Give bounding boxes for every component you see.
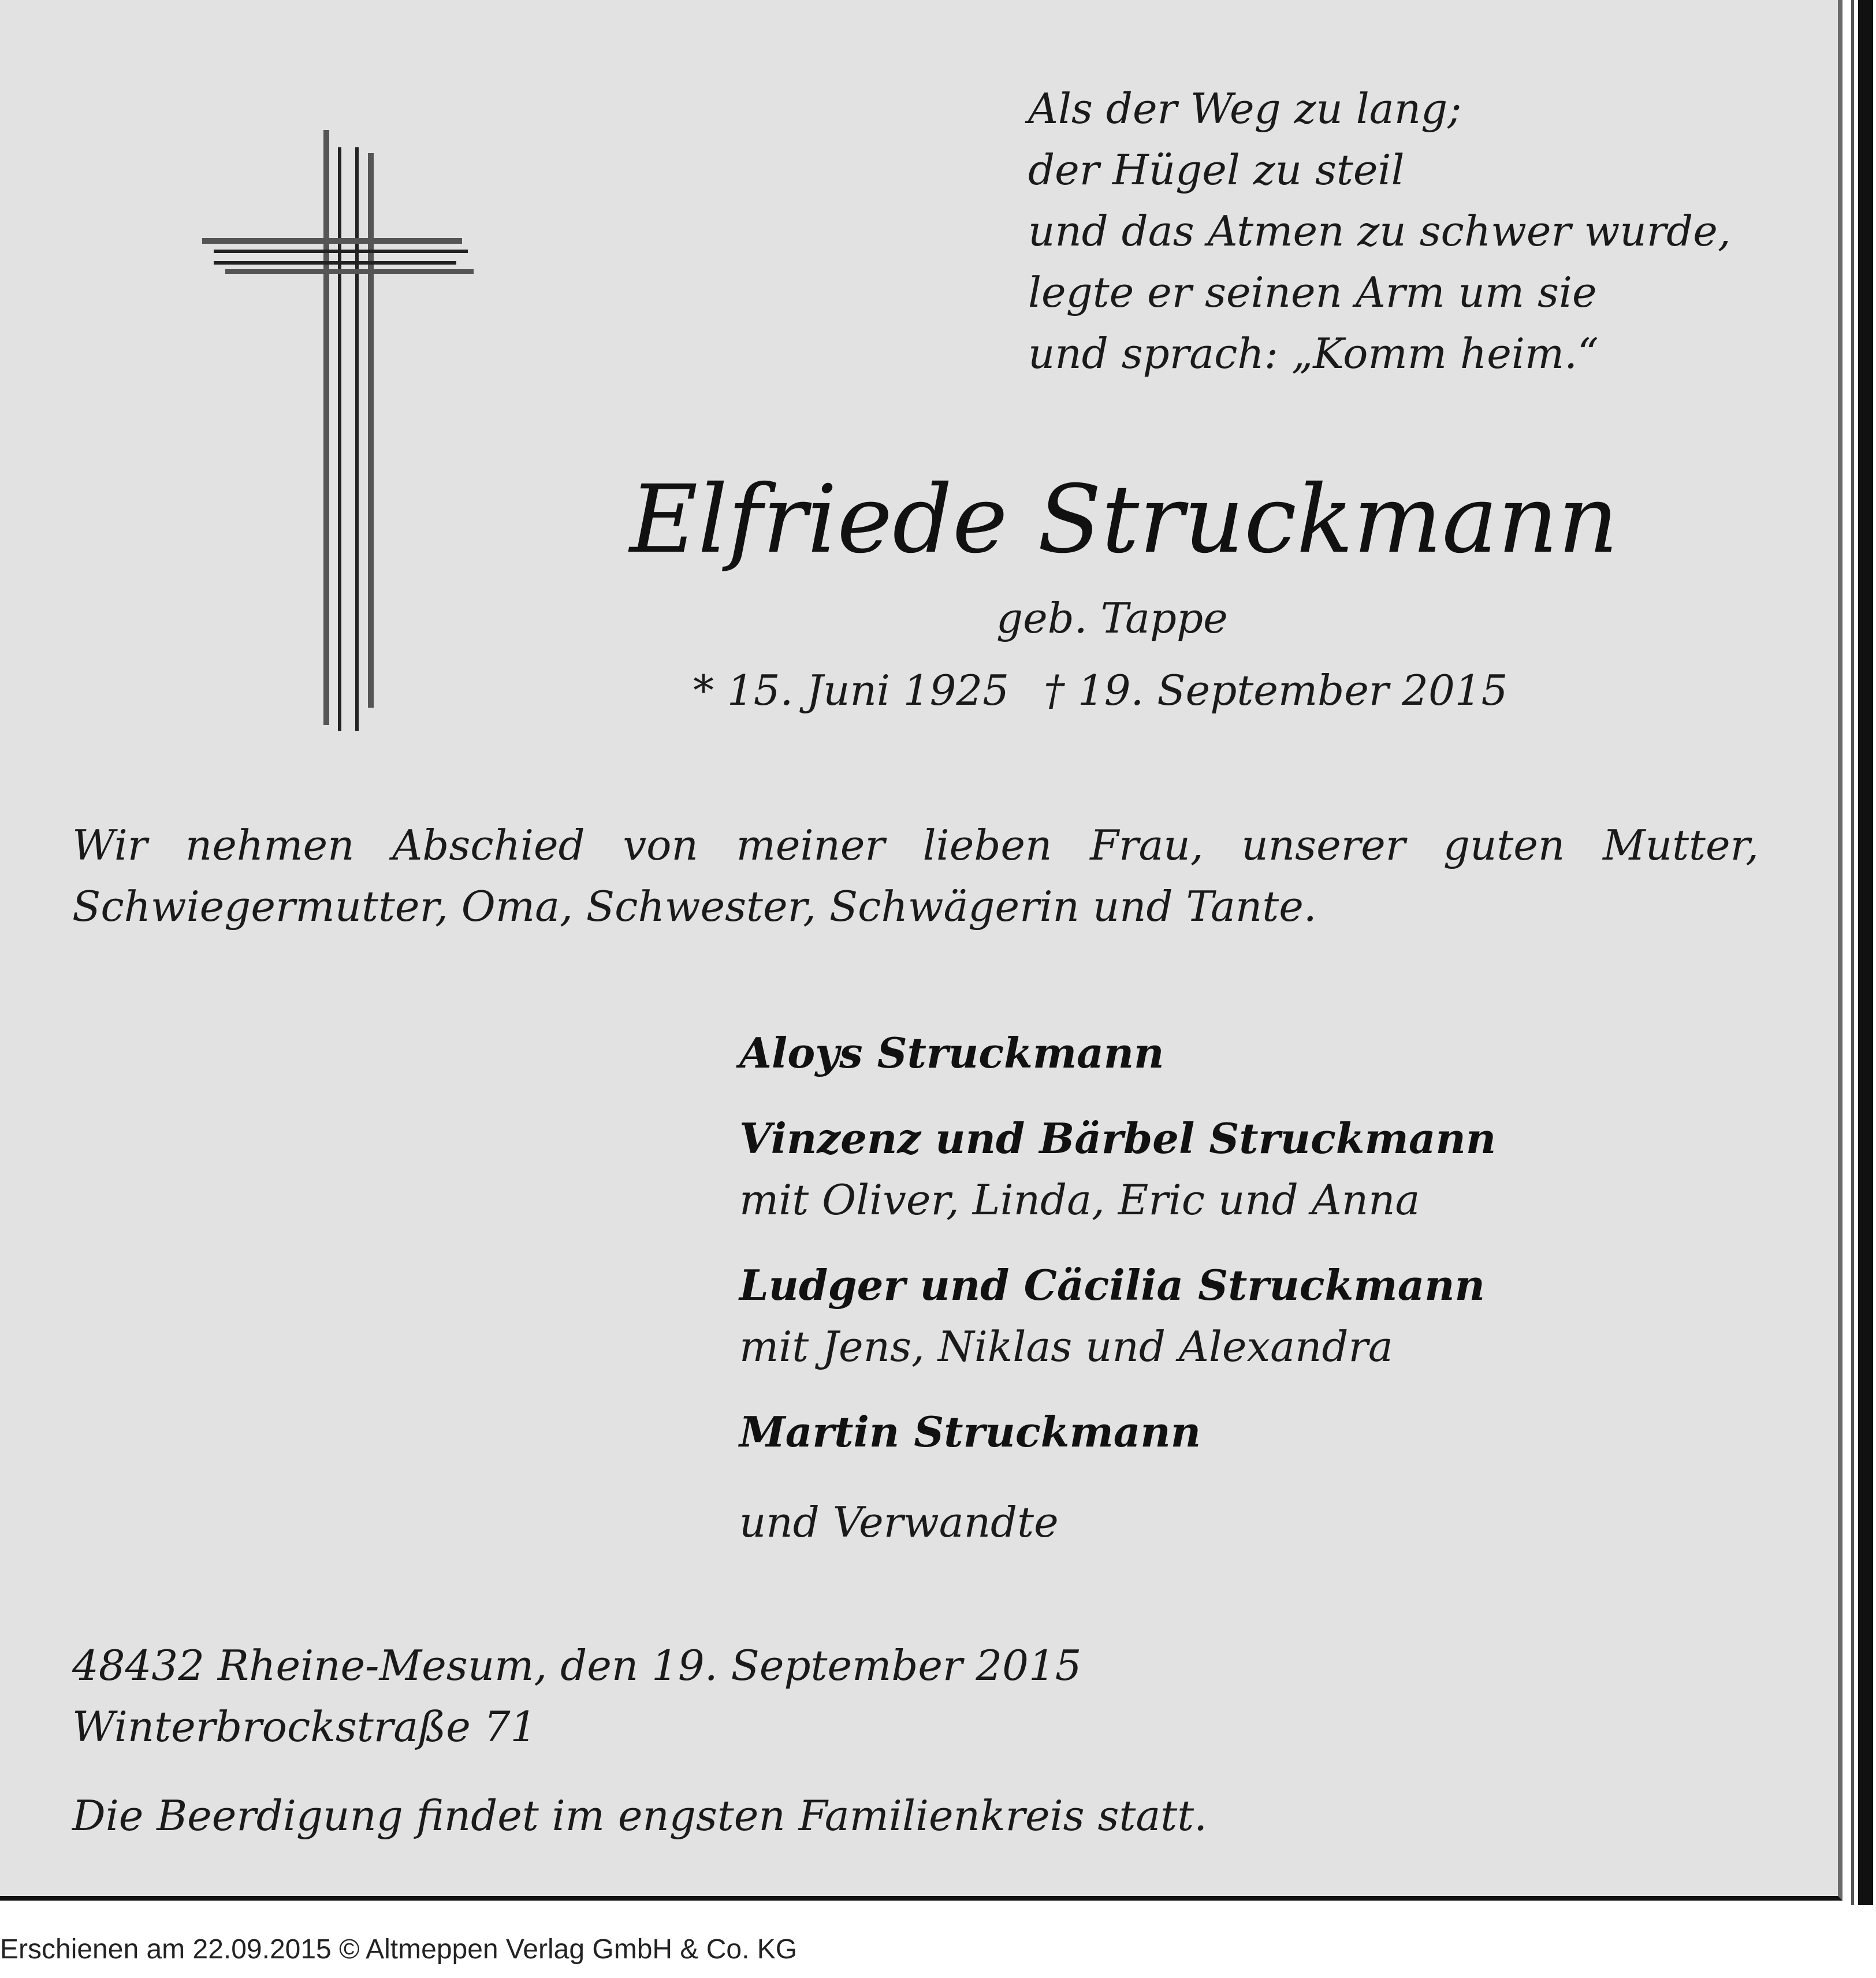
decorative-border (1851, 0, 1873, 1905)
address-block (72, 1635, 1082, 1757)
poem-line: Als der Weg zu lang; (1028, 84, 1462, 133)
death-date: † 19. September 2015 (1044, 666, 1508, 715)
poem (1028, 78, 1731, 384)
mourner-children: mit Jens, Niklas und Alexandra (739, 1322, 1393, 1371)
relatives-line: und Verwandte (739, 1498, 1059, 1546)
mourner-entry (739, 1108, 1496, 1230)
poem-line: und sprach: „Komm heim.“ (1028, 329, 1599, 378)
poem-line: legte er seinen Arm um sie (1028, 268, 1597, 317)
poem-line: der Hügel zu steil (1028, 146, 1405, 194)
mourner-name: Martin Struckmann (739, 1407, 1201, 1456)
address-line: Winterbrockstraße 71 (72, 1702, 537, 1751)
mourner-entry (739, 1255, 1496, 1377)
mourner-entry (739, 1023, 1496, 1084)
publication-footer: Erschienen am 22.09.2015 © Altmeppen Verlag GmbH & Co. KG (0, 1934, 798, 1965)
poem-line: und das Atmen zu schwer wurde, (1028, 207, 1731, 255)
farewell-line: Schwiegermutter, Oma, Schwester, Schwägerin und Tante. (72, 882, 1317, 931)
funeral-note: Die Beerdigung findet im engsten Familienkreis statt. (72, 1791, 1208, 1840)
mourner-entry (739, 1401, 1496, 1463)
birth-date: * 15. Juni 1925 (693, 666, 1010, 715)
birth-name: geb. Tappe (996, 594, 1228, 642)
mourner-name: Vinzenz und Bärbel Struckmann (739, 1114, 1497, 1163)
mourner-name: Ludger und Cäcilia Struckmann (739, 1261, 1485, 1310)
farewell-line: Wir nehmen Abschied von meiner lieben Frau, unserer guten Mutter, (72, 821, 1759, 869)
deceased-name: Elfriede Struckmann (630, 466, 1618, 574)
life-dates (693, 664, 1508, 716)
cross-icon (202, 130, 479, 731)
mourner-children: mit Oliver, Linda, Eric und Anna (739, 1176, 1420, 1224)
mourners-list (739, 1023, 1496, 1577)
mourner-name: Aloys Struckmann (739, 1028, 1164, 1077)
farewell-text (72, 815, 1759, 937)
address-line: 48432 Rheine-Mesum, den 19. September 2015 (72, 1641, 1082, 1690)
